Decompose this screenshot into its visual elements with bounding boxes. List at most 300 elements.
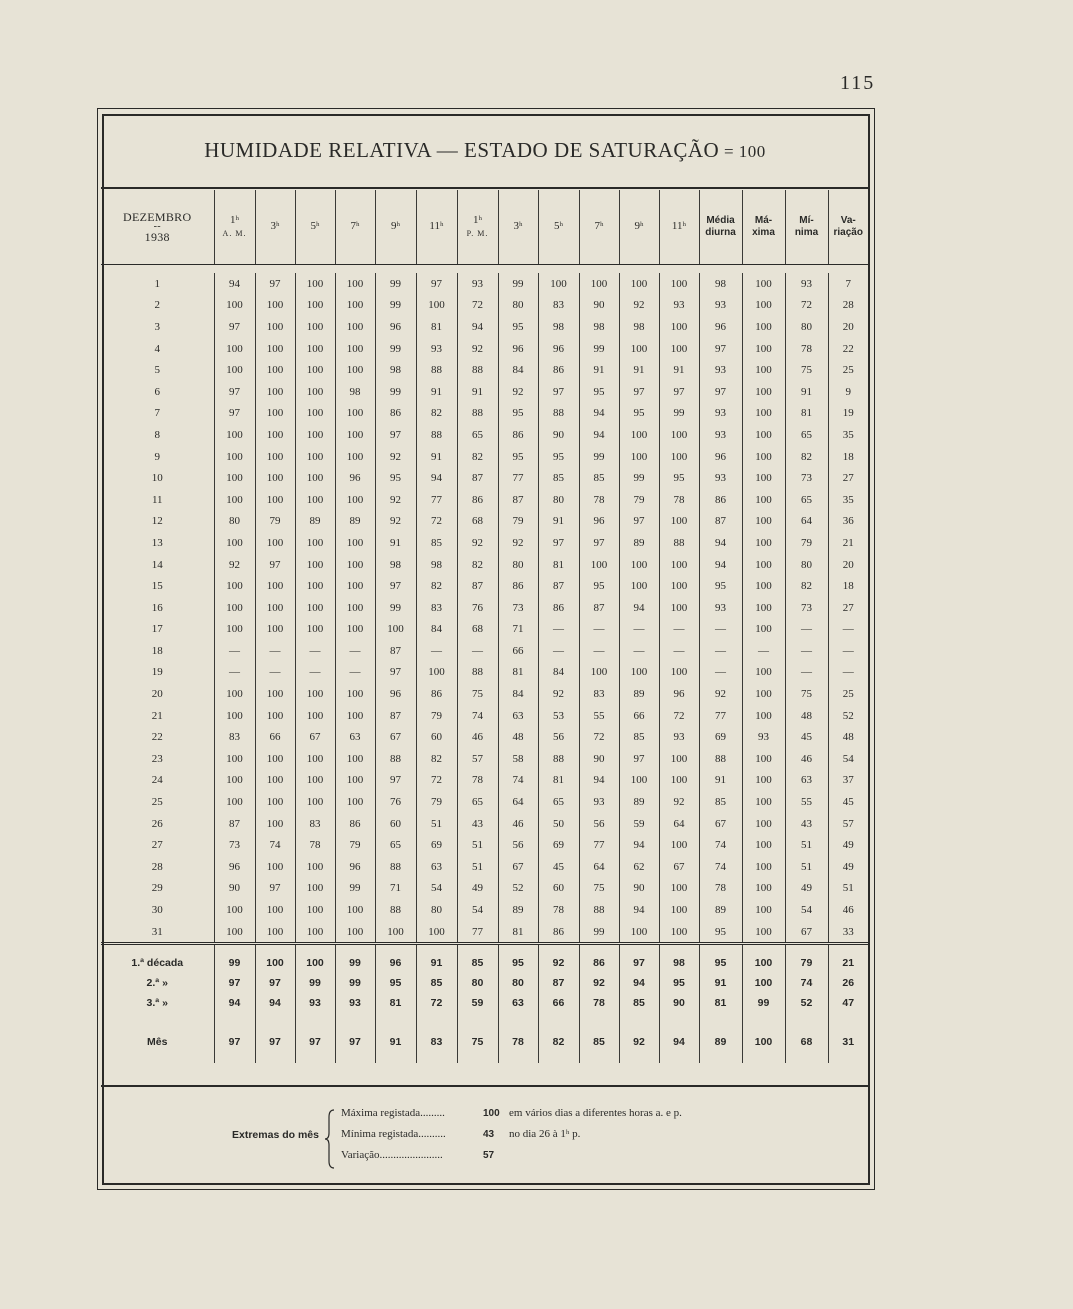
table-cell: 100 [255,813,295,835]
table-cell: 84 [538,662,579,684]
table-cell: — [579,640,619,662]
table-cell: 80 [416,899,457,921]
table-cell: 97 [214,316,255,338]
summary-row [101,973,868,993]
table-cell: 100 [335,770,375,792]
table-cell: 69 [538,834,579,856]
table-cell: 81 [538,770,579,792]
table-cell: 88 [457,662,498,684]
table-cell: 100 [255,381,295,403]
table-cell: 97 [295,1013,335,1063]
table-cell: 86 [498,424,538,446]
table-row [101,554,868,576]
table-cell: 67 [295,726,335,748]
header-year: 1938 [144,230,170,244]
table-cell: 100 [742,856,785,878]
table-cell: 67 [375,726,416,748]
header-minima-line2: nima [794,227,819,238]
table-cell: 55 [579,705,619,727]
table-cell: 100 [255,856,295,878]
row-label: 3 [154,320,160,333]
table-cell: 100 [295,791,335,813]
table-cell: 100 [214,791,255,813]
table-cell: 100 [295,295,335,317]
table-cell: 100 [295,878,335,900]
table-cell: 100 [742,489,785,511]
table-cell: 100 [214,748,255,770]
table-cell: 100 [619,662,659,684]
row-label: 11 [151,493,163,506]
table-cell: 100 [659,878,699,900]
table-cell: 99 [375,597,416,619]
table-cell: 92 [538,683,579,705]
table-cell: 90 [579,748,619,770]
row-label: 10 [151,472,163,485]
table-cell: 100 [659,575,699,597]
table-cell: 100 [742,1013,785,1063]
header-hour-period: A. M. [222,229,247,238]
table-cell: 100 [255,295,295,317]
table-cell: 93 [699,467,742,489]
table-cell: 97 [375,424,416,446]
table-cell: 100 [295,705,335,727]
table-cell: 97 [375,770,416,792]
table-cell: 95 [659,467,699,489]
table-cell: 97 [255,273,295,295]
header-month: DEZEMBRO [123,210,192,224]
table-cell: 100 [619,921,659,944]
table-cell: 95 [498,316,538,338]
table-cell: 96 [579,511,619,533]
table-cell: 97 [619,511,659,533]
table-cell: 94 [579,424,619,446]
table-cell: 100 [335,403,375,425]
table-cell: 80 [457,973,498,993]
table-cell: 49 [457,878,498,900]
header-hour-10 [579,190,619,265]
table-row [101,489,868,511]
table-cell: 99 [579,446,619,468]
table-cell: 93 [699,359,742,381]
table-row [101,424,868,446]
table-cell: — [255,640,295,662]
table-cell: 71 [498,619,538,641]
extreme-note: em vários dias a diferentes horas a. e p. [509,1107,682,1119]
table-cell: 83 [579,683,619,705]
table-row [101,467,868,489]
table-row [101,791,868,813]
table-cell: 81 [538,554,579,576]
table-header [101,190,868,265]
page-number: 115 [840,72,876,94]
table-cell: 82 [538,1013,579,1063]
table-cell: 51 [785,856,828,878]
table-row [101,381,868,403]
header-hour-12 [659,190,699,265]
table-row [101,683,868,705]
table-cell: 90 [579,295,619,317]
table-cell: — [828,619,868,641]
table-cell: 65 [375,834,416,856]
table-cell: 74 [699,834,742,856]
table-cell: 77 [699,705,742,727]
table-cell: 99 [742,993,785,1013]
table-cell: 72 [416,993,457,1013]
table-cell: 100 [742,921,785,944]
table-cell: — [828,640,868,662]
row-label: Mês [147,1036,168,1049]
table-cell: 57 [457,748,498,770]
table-cell: 95 [538,446,579,468]
table-cell: 93 [699,424,742,446]
table-cell: 55 [785,791,828,813]
table-cell: 21 [828,944,868,974]
table-cell: 100 [214,489,255,511]
table-cell: 52 [498,878,538,900]
table-cell: 100 [295,944,335,974]
table-cell: 92 [498,381,538,403]
table-cell: 100 [579,662,619,684]
table-cell: 93 [699,597,742,619]
table-cell: 100 [255,619,295,641]
table-cell: 74 [255,834,295,856]
table-cell: 82 [416,748,457,770]
table-cell: 82 [457,446,498,468]
row-label: 28 [151,860,163,873]
table-cell: 98 [416,554,457,576]
table-cell: 91 [659,359,699,381]
table-cell: 79 [416,705,457,727]
table-row [101,878,868,900]
table-cell: 67 [785,921,828,944]
table-cell: 88 [659,532,699,554]
table-cell: 74 [457,705,498,727]
table-cell: — [538,640,579,662]
table-cell: 56 [498,834,538,856]
table-row [101,748,868,770]
table-cell: 88 [416,359,457,381]
row-label: 30 [151,904,163,917]
table-cell: 100 [619,575,659,597]
table-cell: 100 [742,770,785,792]
table-cell: 100 [295,575,335,597]
table-cell: 46 [457,726,498,748]
row-label: 9 [154,450,160,463]
table-row [101,359,868,381]
table-row [101,705,868,727]
header-hour-2 [255,190,295,265]
table-cell: 97 [255,973,295,993]
table-cell: 100 [335,424,375,446]
table-cell: 100 [742,683,785,705]
table-cell: 66 [255,726,295,748]
row-label: 5 [154,364,160,377]
table-cell: 94 [619,834,659,856]
table-cell: 85 [579,1013,619,1063]
row-label: 18 [151,644,163,657]
table-cell: 99 [335,944,375,974]
header-month-year [101,190,214,265]
header-media-diurna-line2: diurna [705,227,736,238]
table-cell: 65 [785,489,828,511]
table-cell: 100 [214,467,255,489]
table-cell: 64 [785,511,828,533]
table-cell: 9 [828,381,868,403]
table-cell: 89 [619,532,659,554]
table-cell: 72 [785,295,828,317]
table-cell: 84 [498,359,538,381]
header-maxima-line2: xima [752,227,775,238]
table-cell: 54 [828,748,868,770]
table-cell: 100 [375,619,416,641]
table-cell: 99 [375,295,416,317]
header-maxima-line1: Má- [754,215,773,226]
table-cell: 79 [785,944,828,974]
table-cell: 100 [295,683,335,705]
table-cell: 83 [416,597,457,619]
table-cell: 79 [416,791,457,813]
table-cell: 80 [498,554,538,576]
row-label: 29 [151,882,163,895]
table-cell: 96 [335,467,375,489]
table-cell: 73 [498,597,538,619]
table-cell: — [214,640,255,662]
table-cell: 93 [699,295,742,317]
table-cell: 96 [375,683,416,705]
table-cell: 100 [659,511,699,533]
table-cell: 99 [579,338,619,360]
table-cell: 25 [828,359,868,381]
table-cell: 93 [457,273,498,295]
table-cell: 100 [335,295,375,317]
table-cell: — [619,640,659,662]
table-cell: 60 [375,813,416,835]
table-cell: 49 [828,834,868,856]
table-cell: 98 [538,316,579,338]
table-cell: 33 [828,921,868,944]
table-cell: 64 [659,813,699,835]
table-cell: 81 [785,403,828,425]
table-cell: 100 [742,511,785,533]
header-hour-label: 3ʰ [270,220,280,232]
table-cell: 100 [255,532,295,554]
table-cell: 100 [538,273,579,295]
table-cell: 72 [579,726,619,748]
table-cell: — [457,640,498,662]
table-cell: 31 [828,1013,868,1063]
table-cell: 82 [416,575,457,597]
table-cell: 86 [538,597,579,619]
table-cell: 100 [295,403,335,425]
table-cell: 51 [457,856,498,878]
table-cell: 60 [538,878,579,900]
table-cell: 100 [335,575,375,597]
row-label: 23 [151,752,163,765]
extreme-row [341,1149,509,1161]
table-cell: 100 [214,446,255,468]
table-cell: 83 [416,1013,457,1063]
table-cell: 63 [785,770,828,792]
table-cell: 36 [828,511,868,533]
table-cell: 87 [214,813,255,835]
table-cell: 91 [699,770,742,792]
table-cell: 99 [659,403,699,425]
table-cell: 100 [255,770,295,792]
table-cell: 100 [255,467,295,489]
table-cell: 97 [659,381,699,403]
table-cell: 89 [619,791,659,813]
table-row [101,532,868,554]
month-row [101,1013,868,1063]
table-cell: 79 [335,834,375,856]
table-cell: 21 [828,532,868,554]
table-cell: 100 [295,338,335,360]
table-cell: 35 [828,489,868,511]
table-cell: — [828,662,868,684]
header-hour-8 [498,190,538,265]
table-cell: 92 [699,683,742,705]
table-cell: 100 [255,359,295,381]
table-cell: 100 [659,424,699,446]
table-cell: 48 [785,705,828,727]
table-cell: 78 [538,899,579,921]
table-cell: 91 [416,944,457,974]
table-cell: 51 [785,834,828,856]
table-cell: 68 [785,1013,828,1063]
table-cell: 100 [295,554,335,576]
table-cell: 87 [375,705,416,727]
table-cell: 46 [828,899,868,921]
table-cell: 91 [538,511,579,533]
table-cell: 99 [335,878,375,900]
table-cell: 100 [742,834,785,856]
table-cell: 75 [579,878,619,900]
table-cell: 97 [255,554,295,576]
table-cell: 86 [457,489,498,511]
table-cell: 79 [498,511,538,533]
row-label: 15 [151,580,163,593]
table-cell: 100 [619,338,659,360]
table-cell: 98 [375,359,416,381]
table-cell: 97 [538,381,579,403]
table-cell: 100 [619,273,659,295]
table-cell: 18 [828,575,868,597]
table-cell: 100 [255,748,295,770]
table-cell: 52 [785,993,828,1013]
table-cell: 74 [699,856,742,878]
table-cell: 83 [214,726,255,748]
spacer-row [101,265,868,274]
table-cell: 78 [785,338,828,360]
table-cell: 100 [579,554,619,576]
table-cell: 99 [579,921,619,944]
table-cell: 93 [699,403,742,425]
page-title [102,138,868,163]
table-cell: 97 [375,662,416,684]
table-cell: 84 [498,683,538,705]
table-cell: 88 [457,403,498,425]
title-rule [101,187,868,189]
header-maxima [742,190,785,265]
table-cell: 95 [498,403,538,425]
table-row [101,662,868,684]
table-row [101,338,868,360]
table-row [101,856,868,878]
table-cell: 100 [742,295,785,317]
table-row [101,597,868,619]
table-cell: 94 [255,993,295,1013]
table-cell: 100 [335,273,375,295]
header-hour-5 [375,190,416,265]
table-cell: 100 [659,597,699,619]
table-cell: 100 [295,359,335,381]
table-cell: 100 [416,295,457,317]
table-cell: 94 [659,1013,699,1063]
extremes-label: Extremas do mês [232,1129,319,1141]
table-cell: 80 [785,554,828,576]
table-cell: 59 [619,813,659,835]
table-cell: 66 [498,640,538,662]
table-row [101,619,868,641]
table-cell: — [538,619,579,641]
table-row [101,834,868,856]
table-cell: 86 [538,921,579,944]
row-label: 19 [151,666,163,679]
table-cell: 95 [699,944,742,974]
table-cell: 95 [498,944,538,974]
table-cell: 94 [579,770,619,792]
table-cell: 87 [375,640,416,662]
table-cell: 54 [416,878,457,900]
table-cell: 100 [742,467,785,489]
header-dash: -- [153,221,161,232]
table-cell: 81 [498,662,538,684]
header-hour-label: 3ʰ [513,220,523,232]
table-cell: 95 [579,575,619,597]
table-cell: 74 [785,973,828,993]
table-cell: 100 [659,446,699,468]
table-cell: 65 [538,791,579,813]
table-cell: 91 [375,532,416,554]
table-cell: 96 [699,446,742,468]
table-cell: 89 [619,683,659,705]
table-cell: 100 [742,944,785,974]
table-cell: 96 [375,316,416,338]
table-cell: 66 [619,705,659,727]
table-cell: 80 [498,973,538,993]
row-label: 6 [154,385,160,398]
table-cell: 100 [659,316,699,338]
table-cell: 99 [498,273,538,295]
table-cell: 82 [785,575,828,597]
table-cell: 96 [538,338,579,360]
table-cell: 88 [375,748,416,770]
table-cell: 100 [214,597,255,619]
table-cell: 100 [255,944,295,974]
row-label: 12 [151,515,163,528]
table-cell: 100 [295,899,335,921]
table-cell: 100 [659,338,699,360]
table-cell: 90 [619,878,659,900]
table-cell: 92 [619,1013,659,1063]
table-cell: 96 [659,683,699,705]
row-label: 26 [151,817,163,830]
table-cell: 100 [659,748,699,770]
header-hour-6 [416,190,457,265]
table-cell: 87 [538,575,579,597]
brace-icon [325,1109,335,1169]
table-cell: 97 [619,944,659,974]
